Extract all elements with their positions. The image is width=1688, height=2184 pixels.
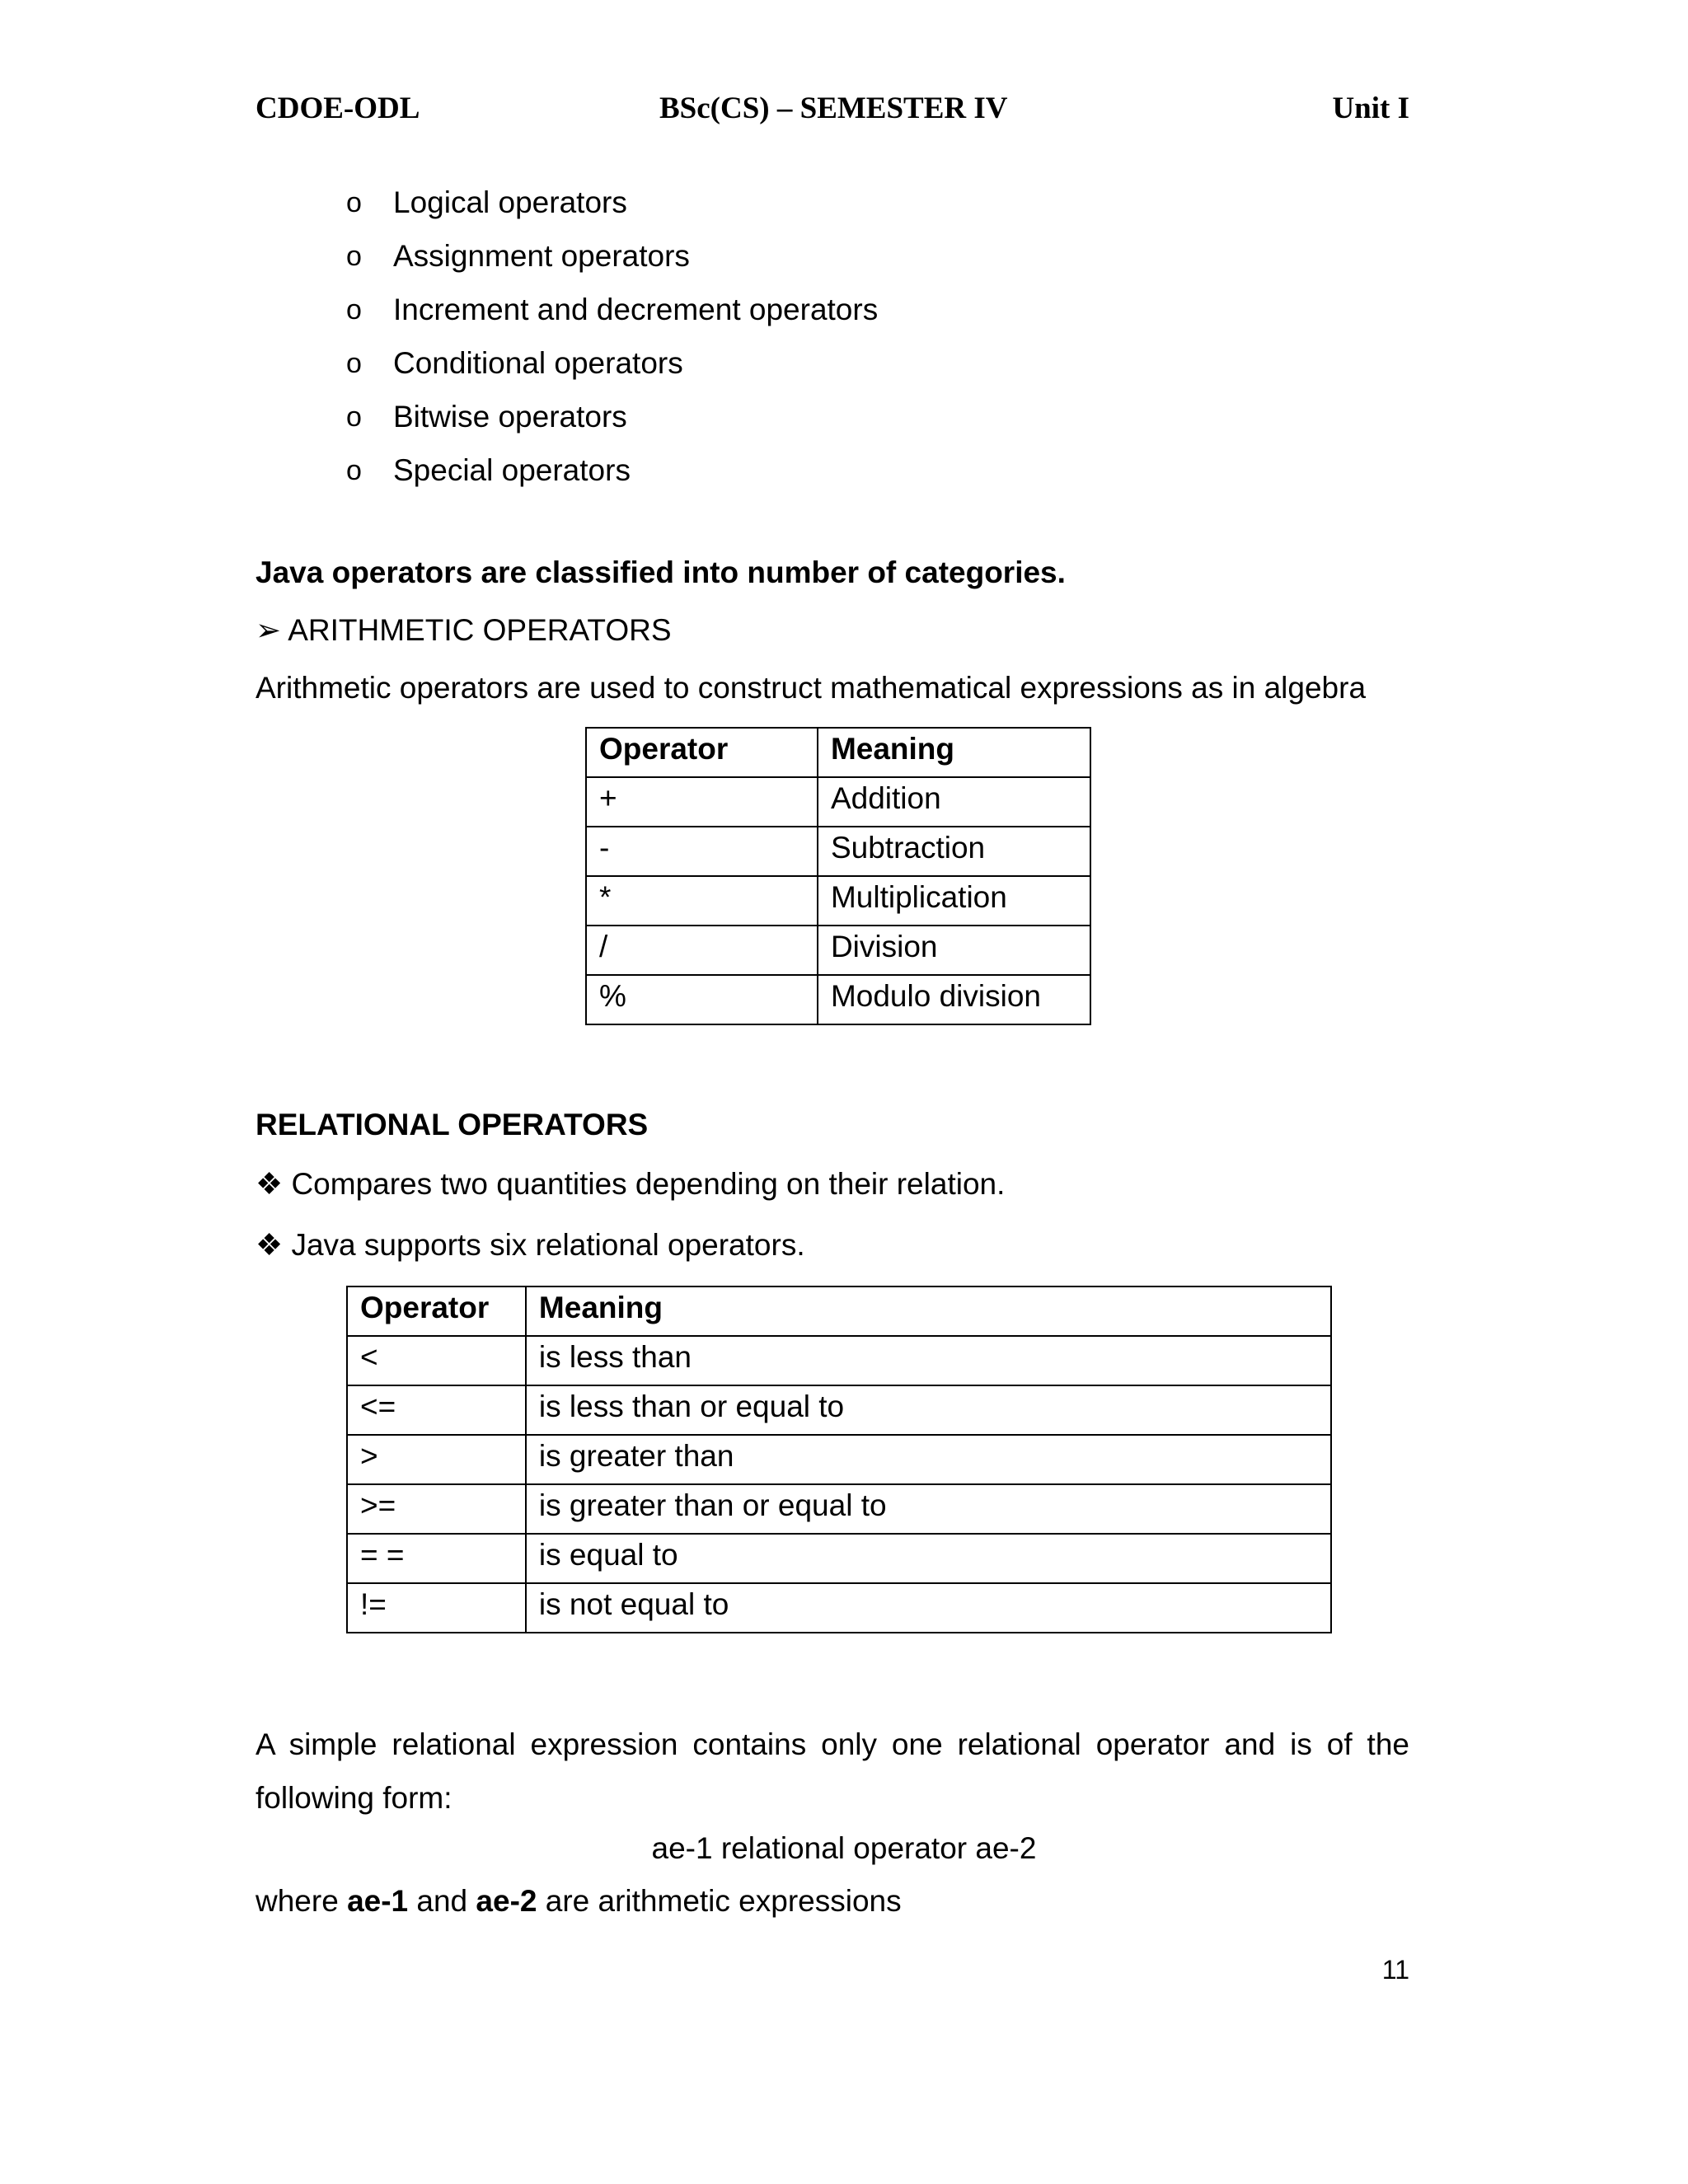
table-row [347, 1435, 1331, 1484]
list-item [346, 235, 878, 288]
relational-point: ❖ Java supports six relational operators. [256, 1228, 805, 1262]
list-item [346, 181, 878, 235]
header-institution: CDOE-ODL [256, 91, 420, 125]
column-header-operator: Operator [347, 1286, 526, 1336]
arithmetic-operators-table [585, 727, 1091, 1025]
table-header-row [347, 1286, 1331, 1336]
operator-cell: >= [347, 1484, 526, 1534]
header-course: BSc(CS) – SEMESTER IV [659, 91, 1008, 125]
where-suffix: are arithmetic expressions [537, 1884, 902, 1918]
operator-type-list [346, 181, 878, 503]
bullet-mark: o [346, 294, 362, 326]
meaning-cell: is not equal to [526, 1583, 1331, 1633]
term-ae2: ae-2 [476, 1884, 537, 1918]
list-item [346, 342, 878, 396]
table-row [347, 1336, 1331, 1385]
relational-point: ❖ Compares two quantities depending on their relation. [256, 1167, 1006, 1201]
table-row [586, 926, 1090, 975]
where-prefix: where [256, 1884, 348, 1918]
where-sentence [256, 1881, 902, 1922]
table-row [347, 1385, 1331, 1435]
classification-heading: Java operators are classified into number of categories. [256, 555, 1066, 589]
term-ae1: ae-1 [347, 1884, 409, 1918]
operator-cell: != [347, 1583, 526, 1633]
meaning-cell: is greater than or equal to [526, 1484, 1331, 1534]
table-row [586, 876, 1090, 926]
relational-expression-intro: A simple relational expression contains only one relational operator and is of the following form: [256, 1727, 1409, 1815]
meaning-cell: is less than or equal to [526, 1385, 1331, 1435]
meaning-cell: Multiplication [818, 876, 1090, 926]
bullet-mark: o [346, 455, 362, 486]
list-item [346, 449, 878, 503]
table-header-row [586, 728, 1090, 777]
table-row [347, 1534, 1331, 1583]
list-item-label: Assignment operators [393, 239, 690, 273]
meaning-cell: is greater than [526, 1435, 1331, 1484]
meaning-cell: Modulo division [818, 975, 1090, 1024]
bullet-mark: o [346, 401, 362, 433]
table-row [586, 827, 1090, 876]
list-item [346, 288, 878, 342]
operator-cell: * [586, 876, 818, 926]
list-item [346, 396, 878, 449]
operator-cell: / [586, 926, 818, 975]
relational-expression-form: ae-1 relational operator ae-2 [651, 1831, 1037, 1865]
page-header [256, 91, 1409, 132]
arithmetic-description: Arithmetic operators are used to construct mathematical expressions as in algebra [256, 671, 1367, 705]
operator-cell: <= [347, 1385, 526, 1435]
column-header-meaning: Meaning [818, 728, 1090, 777]
column-header-meaning: Meaning [526, 1286, 1331, 1336]
header-unit: Unit I [1332, 91, 1409, 125]
bullet-mark: o [346, 187, 362, 218]
operator-cell: - [586, 827, 818, 876]
meaning-cell: is equal to [526, 1534, 1331, 1583]
table-row [586, 777, 1090, 827]
list-item-label: Special operators [393, 453, 631, 487]
table-row [347, 1583, 1331, 1633]
list-item-label: Conditional operators [393, 346, 683, 380]
bullet-mark: o [346, 348, 362, 379]
operator-cell: > [347, 1435, 526, 1484]
operator-cell: + [586, 777, 818, 827]
relational-operators-table [346, 1286, 1332, 1633]
list-item-label: Bitwise operators [393, 400, 627, 434]
bullet-mark: o [346, 241, 362, 272]
meaning-cell: is less than [526, 1336, 1331, 1385]
operator-cell: < [347, 1336, 526, 1385]
column-header-operator: Operator [586, 728, 818, 777]
page-number: 11 [1381, 1955, 1409, 1985]
meaning-cell: Division [818, 926, 1090, 975]
list-item-label: Logical operators [393, 185, 627, 219]
where-middle: and [408, 1884, 476, 1918]
meaning-cell: Addition [818, 777, 1090, 827]
arithmetic-heading: ➢ ARITHMETIC OPERATORS [256, 613, 672, 647]
relational-heading: RELATIONAL OPERATORS [256, 1108, 649, 1141]
list-item-label: Increment and decrement operators [393, 293, 879, 326]
operator-cell: = = [347, 1534, 526, 1583]
operator-cell: % [586, 975, 818, 1024]
table-row [586, 975, 1090, 1024]
table-row [347, 1484, 1331, 1534]
meaning-cell: Subtraction [818, 827, 1090, 876]
